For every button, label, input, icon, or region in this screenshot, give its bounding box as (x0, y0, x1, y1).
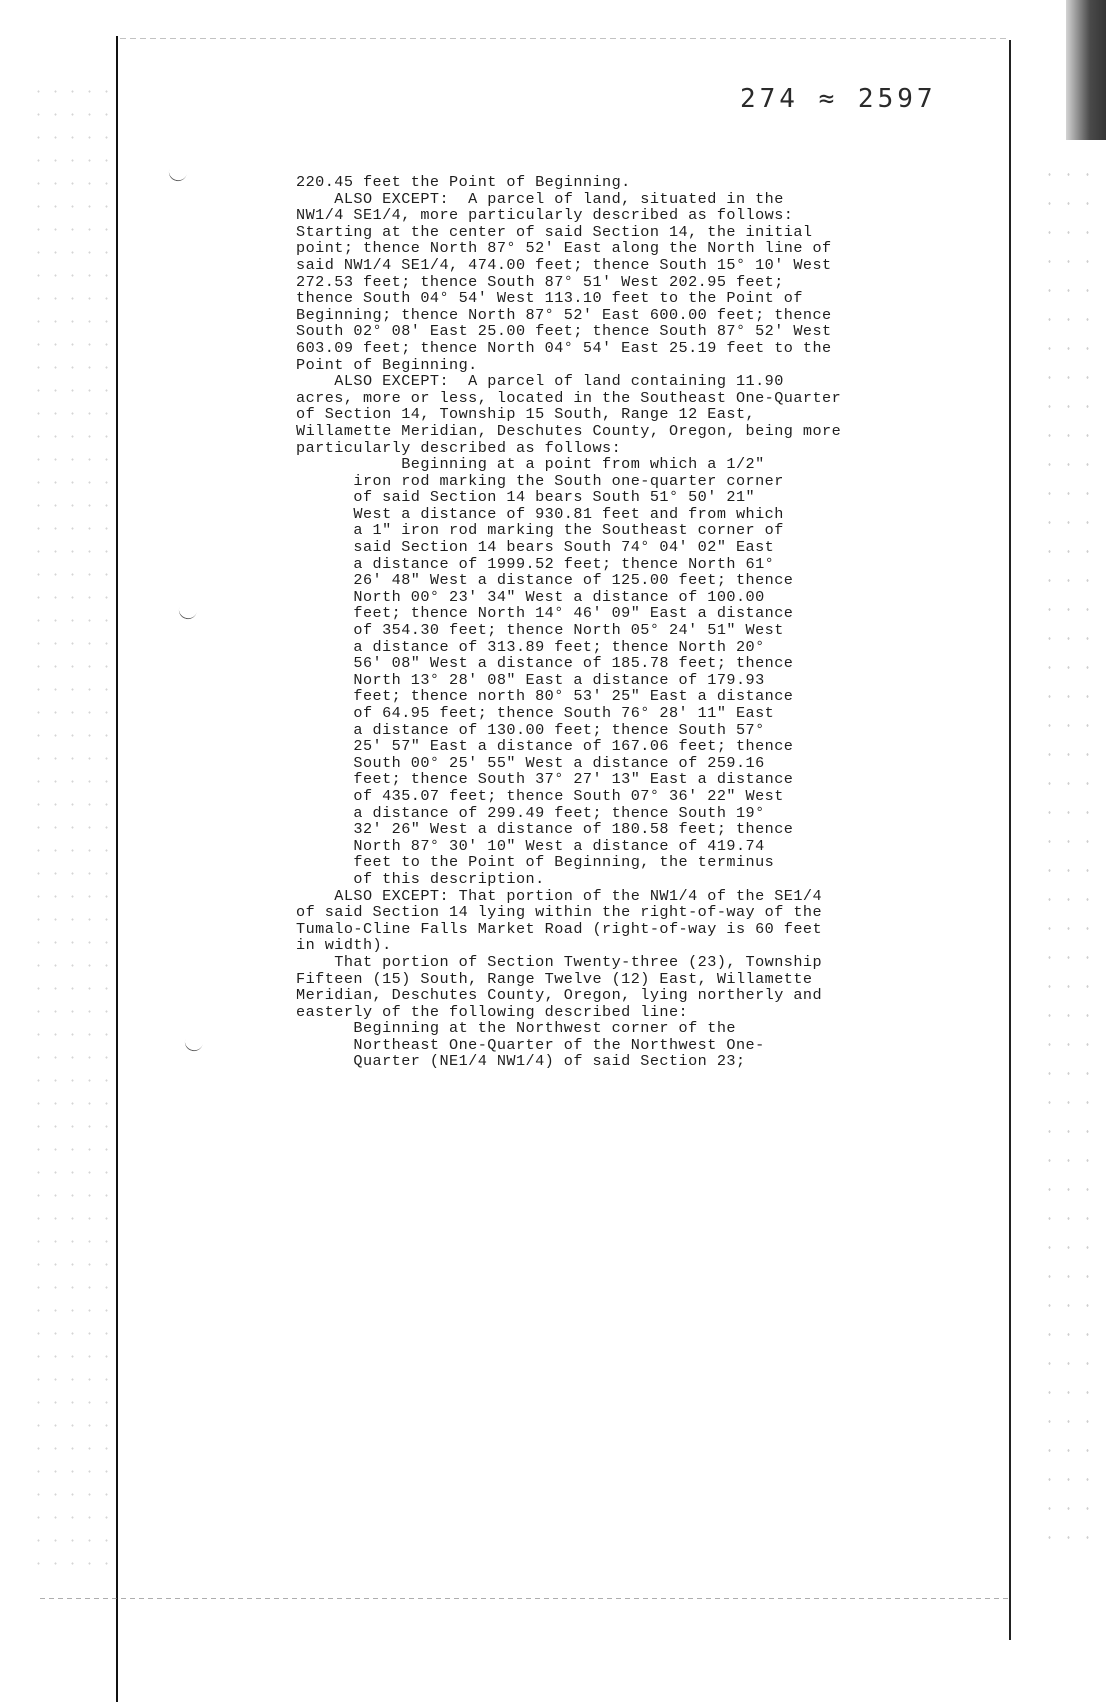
text-line: Northeast One-Quarter of the Northwest One- (296, 1035, 765, 1054)
text-line: West a distance of 930.81 feet and from which (296, 504, 784, 523)
text-line: North 87° 30' 10" West a distance of 419.74 (296, 836, 765, 855)
recording-page-number: 274 ≈ 2597 (740, 84, 937, 114)
text-line: Beginning; thence North 87° 52' East 600.00 feet; thence (296, 305, 832, 324)
scan-margin-line-left (116, 36, 118, 1702)
text-line: of this description. (296, 869, 545, 888)
margin-tick-mark (183, 1038, 203, 1053)
text-line: Meridian, Deschutes County, Oregon, lying northerly and (296, 986, 823, 1005)
scan-noise-right (1040, 160, 1100, 1560)
text-line: feet; thence South 37° 27' 13" East a distance (296, 770, 794, 789)
text-line: iron rod marking the South one-quarter corner (296, 471, 784, 490)
text-line: a 1" iron rod marking the Southeast corner of (296, 521, 784, 540)
text-line: feet; thence north 80° 53' 25" East a distance (296, 687, 794, 706)
text-line: Point of Beginning. (296, 355, 478, 374)
text-line: Beginning at the Northwest corner of the (296, 1019, 736, 1038)
text-line: said NW1/4 SE1/4, 474.00 feet; thence South 15° 10' West (296, 255, 832, 274)
text-line: a distance of 1999.52 feet; thence North 61° (296, 554, 775, 573)
text-line: ALSO EXCEPT: That portion of the NW1/4 of the SE1/4 (296, 886, 823, 905)
scan-edge-top (120, 38, 1010, 39)
text-line: 272.53 feet; thence South 87° 51' West 202.95 feet; (296, 272, 784, 291)
text-line: South 00° 25' 55" West a distance of 259.16 (296, 753, 765, 772)
text-line: Willamette Meridian, Deschutes County, Oregon, being more (296, 421, 842, 440)
text-line: of said Section 14 bears South 51° 50' 21" (296, 488, 756, 507)
text-line: South 02° 08' East 25.00 feet; thence South 87° 52' West (296, 322, 832, 341)
text-line: a distance of 130.00 feet; thence South 57° (296, 720, 765, 739)
text-line: feet; thence North 14° 46' 09" East a distance (296, 604, 794, 623)
text-line: of 435.07 feet; thence South 07° 36' 22" West (296, 786, 784, 805)
text-line: Quarter (NE1/4 NW1/4) of said Section 23; (296, 1052, 746, 1071)
text-line: ALSO EXCEPT: A parcel of land, situated in the (296, 189, 784, 208)
text-line: point; thence North 87° 52' East along the North line of (296, 239, 832, 258)
text-line: acres, more or less, located in the Southeast One-Quarter (296, 388, 842, 407)
text-line: a distance of 313.89 feet; thence North 20° (296, 637, 765, 656)
text-line: North 00° 23' 34" West a distance of 100.00 (296, 587, 765, 606)
text-line: 25' 57" East a distance of 167.06 feet; thence (296, 737, 794, 756)
legal-description-text (296, 174, 856, 1070)
scan-edge-bottom (40, 1598, 1010, 1599)
text-line: Beginning at a point from which a 1/2" (296, 455, 765, 474)
text-line: feet to the Point of Beginning, the terminus (296, 853, 775, 872)
margin-tick-mark (177, 606, 197, 621)
text-line: of 64.95 feet; thence South 76° 28' 11" East (296, 704, 775, 722)
text-line: ALSO EXCEPT: A parcel of land containing 11.90 (296, 372, 784, 391)
text-line: 26' 48" West a distance of 125.00 feet; thence (296, 571, 794, 590)
margin-tick-mark (167, 168, 187, 183)
text-line: NW1/4 SE1/4, more particularly described as follows: (296, 206, 794, 225)
text-line: of said Section 14 lying within the right-of-way of the (296, 903, 823, 922)
text-line: a distance of 299.49 feet; thence South 19° (296, 803, 765, 822)
text-line: Tumalo-Cline Falls Market Road (right-of-way is 60 feet (296, 919, 823, 938)
text-line: of 354.30 feet; thence North 05° 24' 51" West (296, 621, 784, 640)
text-line: of Section 14, Township 15 South, Range 12 East, (296, 405, 756, 424)
text-line: particularly described as follows: (296, 438, 622, 457)
text-line: easterly of the following described line: (296, 1002, 689, 1021)
scan-margin-line-right (1009, 40, 1011, 1640)
text-line: North 13° 28' 08" East a distance of 179.93 (296, 670, 765, 689)
text-line: said Section 14 bears South 74° 04' 02" East (296, 538, 775, 557)
text-line: Starting at the center of said Section 14, the initial (296, 222, 813, 241)
text-line: That portion of Section Twenty-three (23), Township (296, 952, 823, 971)
text-line: 220.45 feet the Point of Beginning. (296, 173, 631, 191)
text-line: in width). (296, 936, 392, 955)
text-line: thence South 04° 54' West 113.10 feet to the Point of (296, 289, 803, 308)
text-line: 56' 08" West a distance of 185.78 feet; thence (296, 654, 794, 673)
scan-edge-shadow (1066, 0, 1106, 140)
text-line: 603.09 feet; thence North 04° 54' East 25.19 feet to the (296, 338, 832, 357)
scan-noise-left (30, 80, 120, 1580)
text-line: 32' 26" West a distance of 180.58 feet; thence (296, 820, 794, 839)
text-line: Fifteen (15) South, Range Twelve (12) East, Willamette (296, 969, 813, 988)
